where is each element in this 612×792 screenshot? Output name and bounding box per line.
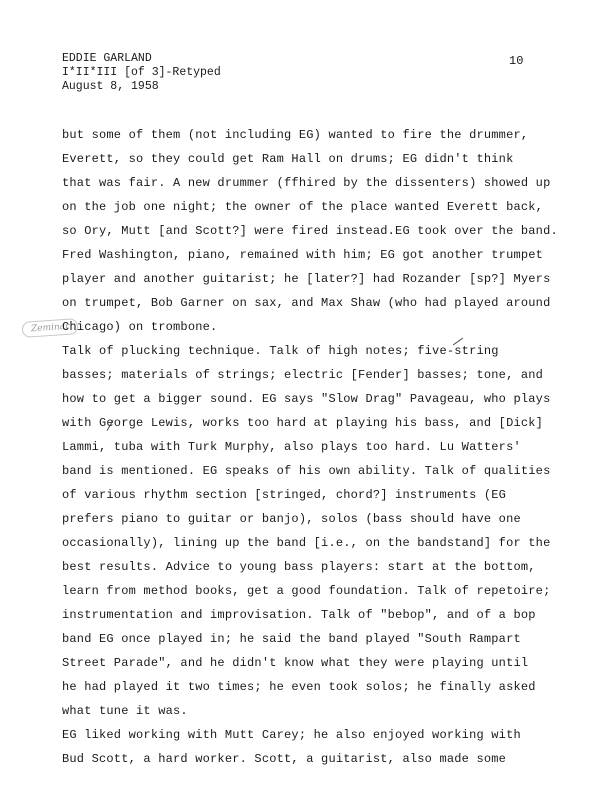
transcript-line: Everett, so they could get Ram Hall on drums; EG didn't think bbox=[62, 152, 514, 166]
transcript-line: he had played it two times; he even took solos; he finally asked bbox=[62, 680, 536, 694]
transcript-line: prefers piano to guitar or banjo), solos (bass should have one bbox=[62, 512, 521, 526]
transcript-line: band is mentioned. EG speaks of his own ability. Talk of qualities bbox=[62, 464, 551, 478]
transcript-line: instrumentation and improvisation. Talk of "bebop", and of a bop bbox=[62, 608, 536, 622]
transcript-line: so Ory, Mutt [and Scott?] were fired instead.EG took over the band. bbox=[62, 224, 558, 238]
transcript-line: band EG once played in; he said the band played "South Rampart bbox=[62, 632, 521, 646]
transcript-line: Lammi, tuba with Turk Murphy, also plays too hard. Lu Watters' bbox=[62, 440, 521, 454]
transcript-line: but some of them (not including EG) wanted to fire the drummer, bbox=[62, 128, 529, 142]
transcript-line: Street Parade", and he didn't know what they were playing until bbox=[62, 656, 529, 670]
transcript-line: Talk of plucking technique. Talk of high notes; five-string bbox=[62, 344, 499, 358]
transcript-line: Chicago) on trombone. bbox=[62, 320, 218, 334]
transcript-line: basses; materials of strings; electric [Fender] basses; tone, and bbox=[62, 368, 544, 382]
transcript-line: with George Lewis, works too hard at playing his bass, and [Dick] bbox=[62, 416, 544, 430]
interview-date: August 8, 1958 bbox=[62, 80, 159, 93]
transcript-line: on trumpet, Bob Garner on sax, and Max Shaw (who had played around bbox=[62, 296, 551, 310]
page-header bbox=[62, 52, 221, 94]
page-number: 10 bbox=[509, 54, 524, 68]
interviewee-name: EDDIE GARLAND bbox=[62, 52, 152, 65]
transcript-line: EG liked working with Mutt Carey; he also enjoyed working with bbox=[62, 728, 521, 742]
transcript-line: Bud Scott, a hard worker. Scott, a guitarist, also made some bbox=[62, 752, 507, 766]
transcript-line: that was fair. A new drummer (ffhired by the dissenters) showed up bbox=[62, 176, 551, 190]
transcript-line: best results. Advice to young bass players: start at the bottom, bbox=[62, 560, 536, 574]
transcript-line: how to get a bigger sound. EG says "Slow Drag" Pavageau, who plays bbox=[62, 392, 551, 406]
transcript-line: of various rhythm section [stringed, chord?] instruments (EG bbox=[62, 488, 507, 502]
transcript-line: what tune it was. bbox=[62, 704, 188, 718]
transcript-line: player and another guitarist; he [later?] had Rozander [sp?] Myers bbox=[62, 272, 551, 286]
reel-info: I*II*III [of 3]-Retyped bbox=[62, 66, 221, 79]
handwritten-margin-note: Zeminar bbox=[22, 318, 79, 338]
transcript-line: on the job one night; the owner of the place wanted Everett back, bbox=[62, 200, 544, 214]
transcript-line: learn from method books, get a good foundation. Talk of repetoire; bbox=[62, 584, 551, 598]
transcript-line: occasionally), lining up the band [i.e., on the bandstand] for the bbox=[62, 536, 551, 550]
transcript-line: Fred Washington, piano, remained with him; EG got another trumpet bbox=[62, 248, 544, 262]
